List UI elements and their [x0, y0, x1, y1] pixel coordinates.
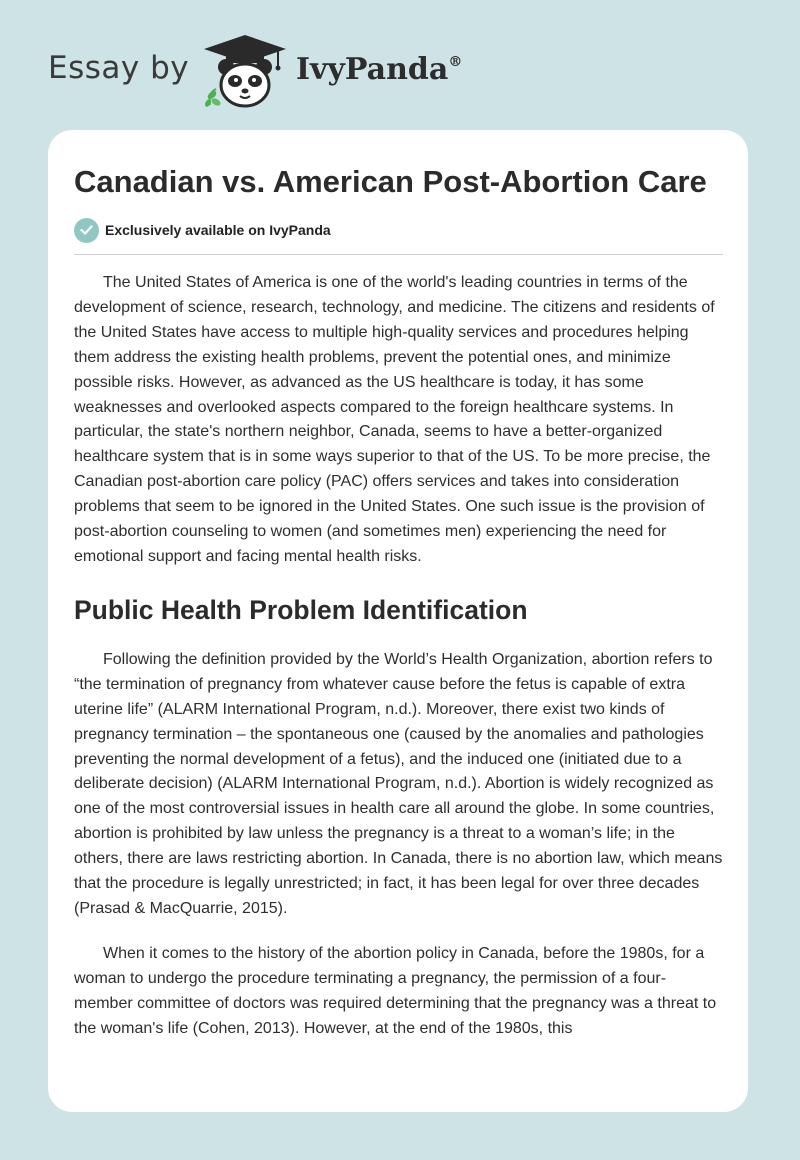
site-header: [0, 0, 800, 130]
essay-card: [48, 130, 748, 1112]
brand-name[interactable]: [296, 52, 462, 87]
essay-by-label: Essay by: [48, 50, 190, 86]
essay-title: Canadian vs. American Post-Abortion Care: [74, 164, 707, 199]
panda-logo-icon[interactable]: [200, 33, 290, 111]
section-paragraph-1: Following the definition provided by the World’s Health Organization, abortion refers to “the termination of pregnancy from whatever cause before the fetus is capable of extra uterine life” (ALARM International Program, n.d.). Moreover, there exist two kinds of pregnancy termination – the spontaneous one (caused by the anomalies and pathologies preventing the normal development of a fetus), and the induced one (initiated due to a deliberate decision) (ALARM International Program, n.d.). Abortion is widely recognized as one of the most controversial issues in health care all around the globe. In some countries, abortion is prohibited by law unless the pregnancy is a threat to a woman’s life; in the others, there are laws restricting abortion. In Canada, there is no abortion law, which means that the procedure is legally unrestricted; in fact, it has been legal for over three decades (Prasad & MacQuarrie, 2015).: [74, 650, 723, 917]
section-paragraph-2: When it comes to the history of the abortion policy in Canada, before the 1980s, for a woman to undergo the procedure terminating a pregnancy, the permission of a four-member committee of doctors was required determining that the pregnancy was a threat to the woman's life (Cohen, 2013). However, at the end of the 1980s, this: [74, 944, 717, 1037]
section-heading: Public Health Problem Identification: [74, 594, 528, 625]
registered-mark: ®: [448, 54, 463, 70]
title-divider: [74, 254, 723, 255]
essay-content: [74, 160, 724, 1041]
intro-paragraph: The United States of America is one of the world's leading countries in terms of the development of science, research, technology, and medicine. The citizens and residents of the United States have access to multiple high-quality services and procedures helping them address the existing health problems, prevent the potential ones, and minimize possible risks. However, as advanced as the US healthcare is today, it has some weaknesses and overlooked aspects compared to the foreign healthcare systems. In particular, the state's northern neighbor, Canada, seems to have a better-organized healthcare system that is in some ways superior to that of the US. To be more precise, the Canadian post-abortion care policy (PAC) offers services and takes into consideration problems that seem to be ignored in the United States. One such issue is the provision of post-abortion counseling to women (and sometimes men) experiencing the need for emotional support and facing mental health risks.: [74, 274, 715, 565]
exclusive-badge-label: Exclusively available on IvyPanda: [105, 222, 331, 238]
brand-name-text: IvyPanda: [296, 52, 449, 87]
check-icon: [74, 218, 99, 243]
exclusive-badge: [74, 217, 724, 243]
